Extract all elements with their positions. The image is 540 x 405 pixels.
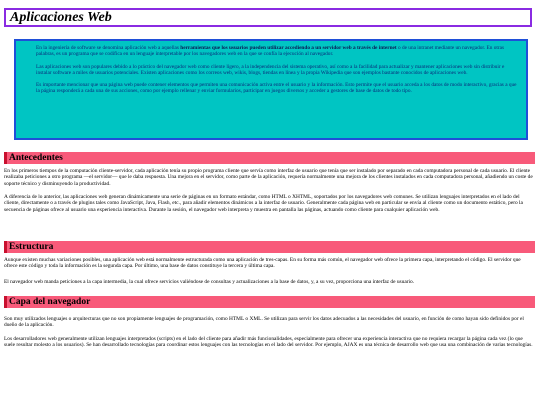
section-heading-text: Antecedentes bbox=[9, 153, 63, 163]
intro-paragraph-1 bbox=[36, 45, 518, 58]
title-box bbox=[4, 8, 532, 27]
intro-paragraph-2: Las aplicaciones web son populares debido a lo práctico del navegador web como cliente ligero, a la independencia del sistema operativo, así como a la facilidad para actualizar y mantener aplicaciones web sin distribuir e instalar software a miles de usuarios potenciales. Existen aplicaciones como los correos web, wikis, blogs, tiendas en línea y la propia Wikipedia que son ejemplos bastante conocidos de aplicaciones web. bbox=[36, 63, 505, 76]
section-heading-antecedentes bbox=[4, 152, 535, 164]
intro-p1-text: En la ingeniería de software se denomina aplicación web a aquellas bbox=[36, 45, 181, 51]
estructura-paragraph-2: El navegador web manda peticiones a la capa intermedia, la cual ofrece servicios valiéndose de consultas y actualizaciones a la base de datos, y, a su vez, proporciona una interfaz de usuario. bbox=[4, 279, 415, 285]
capa-paragraph-2: Los desarrolladores web generalmente utilizan lenguajes interpretados (scripts) en el lado del cliente para añadir más funcionalidades, especialmente para ofrecer una experiencia interactiva que no requiera recargar la página cada vez (lo que suele resultar molesto a los usuarios). Se han desarrollado tecnologías para coordinar estos lenguajes con las tecnologías en el lado del servidor. Por ejemplo, AJAX es una técnica de desarrollo web que usa una combinación de varias tecnologías. bbox=[4, 336, 533, 349]
capa-paragraph-1: Son muy utilizados lenguajes o arquitecturas que no son propiamente lenguajes de programación, como HTML o XML. Se utilizan para servir los datos adecuados a las necesidades del usuario, en función de como hayan sido definidos por el dueño de la aplicación. bbox=[4, 316, 524, 329]
section-heading-text: Capa del navegador bbox=[9, 297, 91, 307]
section-heading-text: Estructura bbox=[9, 242, 54, 252]
estructura-paragraph-1: Aunque existen muchas variaciones posibles, una aplicación web está normalmente estructurada como una aplicación de tres-capas. En su forma más común, el navegador web ofrece la primera capa, interpretando el código. El servidor que ofrece este código y toda la información es la segunda capa. Por último, una base de datos constituye la tercera y última capa. bbox=[4, 257, 521, 270]
section-heading-estructura bbox=[4, 241, 535, 253]
intro-paragraph-3: Es importante mencionar que una página web puede contener elementos que permiten una comunicación activa entre el usuario y la información. Esto permite que el usuario acceda a los datos de modo interactivo, gracias a que la página responderá a cada una de sus acciones, como por ejemplo rellenar y enviar formularios, participar en juegos diversos y acceder a gestores de base de datos de todo tipo. bbox=[36, 82, 517, 95]
intro-p1-rest: o de una intranet mediante un navegador. En otras palabras, es un programa que se codifica en un lenguaje interpretable por los navegadores web en la que se confía la ejecución al navegador. bbox=[36, 45, 505, 58]
intro-p1-bold: herramientas que los usuarios pueden utilizar accediendo a un servidor web a través de internet bbox=[180, 45, 397, 51]
section-heading-capa-navegador bbox=[4, 296, 535, 308]
intro-box bbox=[14, 39, 528, 140]
antecedentes-paragraph-2: A diferencia de lo anterior, las aplicaciones web generan dinámicamente una serie de páginas en un formato estándar, como HTML o XHTML, soportados por los navegadores web comunes. Se utilizan lenguajes interpretados en el lado del cliente, directamente o a través de plugins tales como JavaScript, Java, Flash, etc., para añadir elementos dinámicos a la interfaz de usuario. Generalmente cada página web en particular se envía al cliente como un documento estático, pero la secuencia de páginas ofrece al usuario una experiencia interactiva. Durante la sesión, el navegador web interpreta y muestra en pantalla las páginas, actuando como cliente para cualquier aplicación web. bbox=[4, 194, 523, 213]
antecedentes-paragraph-1: En los primeros tiempos de la computación cliente-servidor, cada aplicación tenía su propio programa cliente que servía como interfaz de usuario que tenía que ser instalado por separado en cada computadora personal de cada usuario. El cliente realizaba peticiones a otro programa —el servidor— que le daba respuesta. Una mejora en el servidor, como parte de la aplicación, requería normalmente una mejora de los clientes instalados en cada computadora personal, añadiendo un coste de soporte técnico y disminuyendo la productividad. bbox=[4, 168, 533, 187]
page-title: Aplicaciones Web bbox=[10, 10, 112, 25]
